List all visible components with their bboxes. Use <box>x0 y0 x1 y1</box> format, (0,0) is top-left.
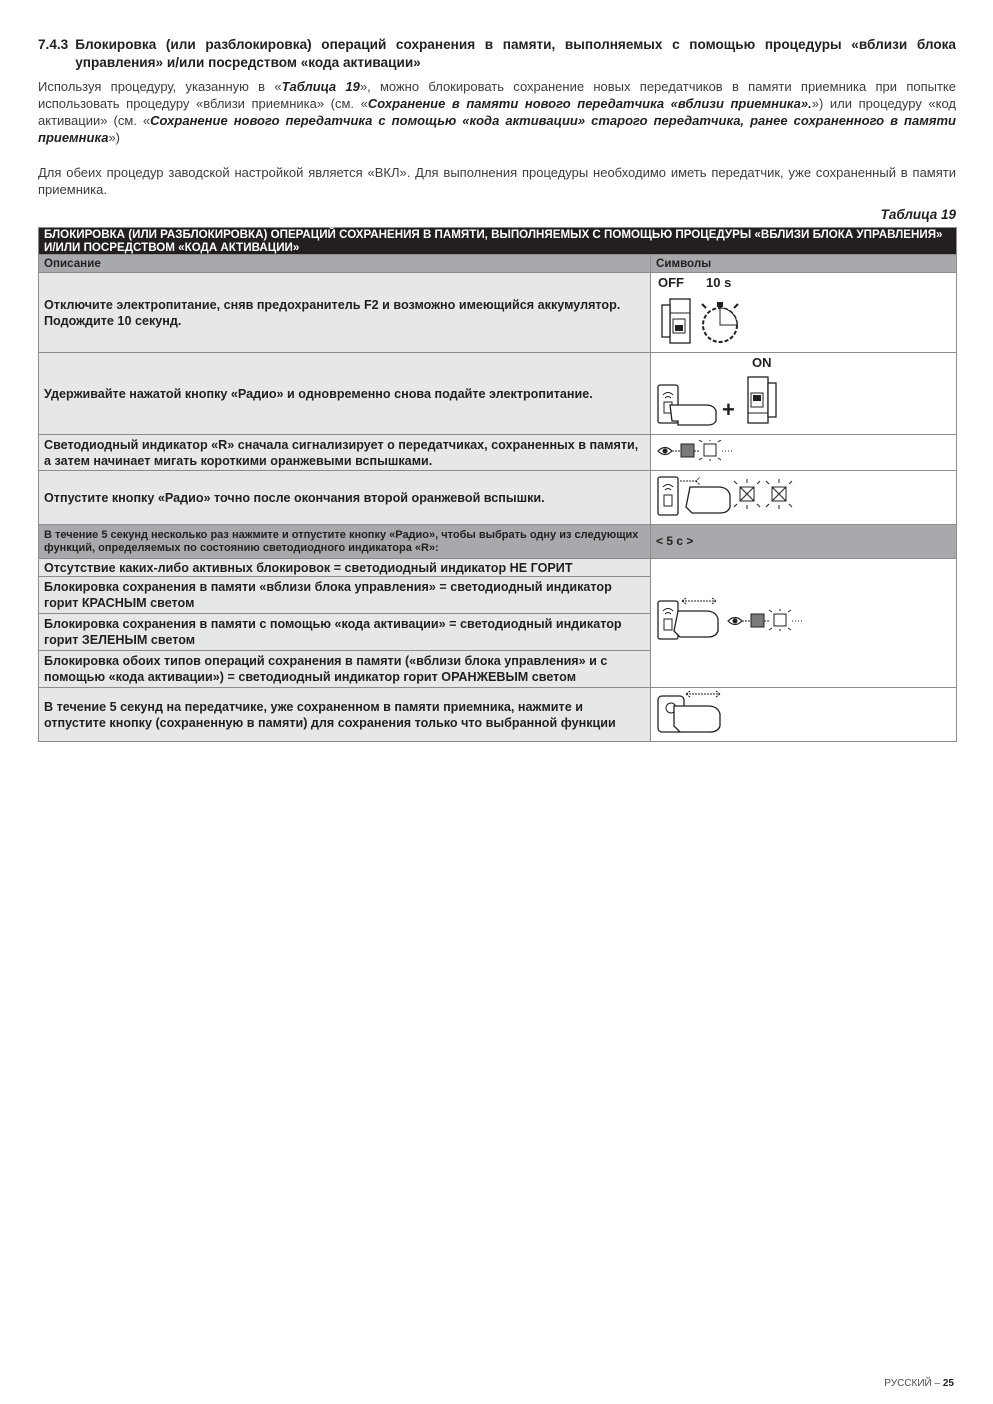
step-description: Отключите электропитание, сняв предохранитель F2 и возможно имеющийся аккумулятор. Подождите 10 секунд. <box>39 273 651 353</box>
step-symbol <box>651 353 957 435</box>
section-ref-link-near-receiver[interactable]: Сохранение в памяти нового передатчика «вблизи приемника». <box>367 96 812 111</box>
table-header-row <box>39 228 957 255</box>
column-header-row <box>39 255 957 273</box>
radio-button-hand-icon <box>658 598 718 639</box>
column-header-symbols: Символы <box>651 255 957 273</box>
radio-button-hand-icon <box>658 385 716 425</box>
table-row <box>39 435 957 471</box>
intro-text-a: Используя процедуру, указанную в « <box>38 79 282 94</box>
time-limit-label: < 5 с > <box>651 525 957 559</box>
page-footer <box>884 1378 954 1389</box>
on-label: ON <box>752 354 772 370</box>
step-symbol <box>651 273 957 353</box>
table-row <box>39 353 957 435</box>
step-symbol <box>651 471 957 525</box>
option-description: Блокировка сохранения в памяти с помощью «кода активации» = светодиодный индикатор горит ЗЕЛЕНЫМ светом <box>39 614 651 651</box>
table-row <box>39 273 957 353</box>
table-header: БЛОКИРОВКА (ИЛИ РАЗБЛОКИРОВКА) ОПЕРАЦИЙ СОХРАНЕНИЯ В ПАМЯТИ, ВЫПОЛНЯЕМЫХ С ПОМОЩЬЮ ПРОЦЕДУРЫ «ВБЛИЗИ БЛОКА УПРАВЛЕНИЯ» И/ИЛИ ПОСРЕДСТВОМ «КОДА АКТИВАЦИИ» <box>39 228 957 255</box>
intro-text-d: ») <box>108 130 121 145</box>
eye-icon <box>658 447 680 454</box>
time-label: 10 s <box>706 274 732 290</box>
table-row <box>39 471 957 525</box>
page-number: 25 <box>942 1378 954 1389</box>
step-description: Светодиодный индикатор «R» сначала сигнализирует о передатчиках, сохраненных в памяти, а затем начинает мигать короткими оранжевыми вспышками. <box>39 435 651 471</box>
table-row <box>39 559 957 577</box>
press-radio-power-on-icon <box>656 355 786 429</box>
power-off-timer-icon <box>656 275 766 347</box>
table-ref-link[interactable]: Таблица 19 <box>281 79 360 94</box>
step-symbol <box>651 435 957 471</box>
led-steady-icon <box>681 444 694 457</box>
transmitter-button-press-icon <box>656 690 736 736</box>
stopwatch-icon <box>702 302 738 342</box>
intro-text-b: », можно блокировать сохранение новых передатчиков в памяти приемника при попытке использовать процедуру «вблизи приемника» (см. « <box>38 79 956 111</box>
intro-paragraph <box>38 78 956 146</box>
section-title: Блокировка (или разблокировка) операций сохранения в памяти, выполняемых с помощью процедуры «вблизи блока управления» и/или посредством «кода активации» <box>75 37 956 70</box>
breaker-on-icon <box>748 377 776 423</box>
breaker-off-icon <box>662 299 690 343</box>
plus-sign: + <box>722 396 735 422</box>
column-header-description: Описание <box>39 255 651 273</box>
step-description: Отпустите кнопку «Радио» точно после окончания второй оранжевой вспышки. <box>39 471 651 525</box>
off-label: OFF <box>658 274 684 290</box>
table-row <box>39 688 957 742</box>
step-symbol <box>651 688 957 742</box>
option-description: Блокировка обоих типов операций сохранения в памяти («вблизи блока управления» и с помощью «кода активации») = светодиодный индикатор горит ОРАНЖЕВЫМ светом <box>39 651 651 688</box>
step-description: В течение 5 секунд на передатчике, уже сохраненном в памяти приемника, нажмите и отпустите кнопку (сохраненную в памяти) для сохранения только что выбранной функции <box>39 688 651 742</box>
led-flash-icon <box>766 479 792 509</box>
led-flash-icon <box>734 479 760 509</box>
intro-text-c: ») или процедуру «код активации» (см. « <box>38 96 956 128</box>
procedure-table <box>38 227 957 742</box>
step-description: Удерживайте нажатой кнопку «Радио» и одновременно снова подайте электропитание. <box>39 353 651 435</box>
led-steady-icon <box>751 614 764 627</box>
table-caption: Таблица 19 <box>880 207 956 222</box>
option-description: Блокировка сохранения в памяти «вблизи блока управления» = светодиодный индикатор горит КРАСНЫМ светом <box>39 577 651 614</box>
step-symbol <box>651 559 957 688</box>
eye-icon <box>728 618 750 625</box>
led-blink-icon <box>699 440 734 461</box>
footer-language: РУССКИЙ – <box>884 1378 943 1389</box>
led-signal-icon <box>656 440 746 462</box>
section-number: 7.4.3 <box>38 37 69 52</box>
factory-setting-paragraph: Для обеих процедур заводской настройкой является «ВКЛ». Для выполнения процедуры необходимо иметь передатчик, уже сохраненный в памяти приемника. <box>38 165 956 197</box>
section-heading <box>38 36 956 72</box>
radio-button-hand-icon <box>658 477 730 515</box>
led-blink-icon <box>769 609 804 631</box>
step-description: В течение 5 секунд несколько раз нажмите и отпустите кнопку «Радио», чтобы выбрать одну из следующих функций, определяемых по состоянию светодиодного индикатора «R»: <box>39 525 651 559</box>
select-function-icon <box>656 597 816 645</box>
section-ref-link-activation-code[interactable]: Сохранение нового передатчика с помощью «кода активации» старого передатчика, ранее сохраненного в памяти приемника <box>38 113 956 145</box>
release-radio-icon <box>656 473 806 519</box>
option-description: Отсутствие каких-либо активных блокировок = светодиодный индикатор НЕ ГОРИТ <box>39 559 651 577</box>
table-row <box>39 525 957 559</box>
